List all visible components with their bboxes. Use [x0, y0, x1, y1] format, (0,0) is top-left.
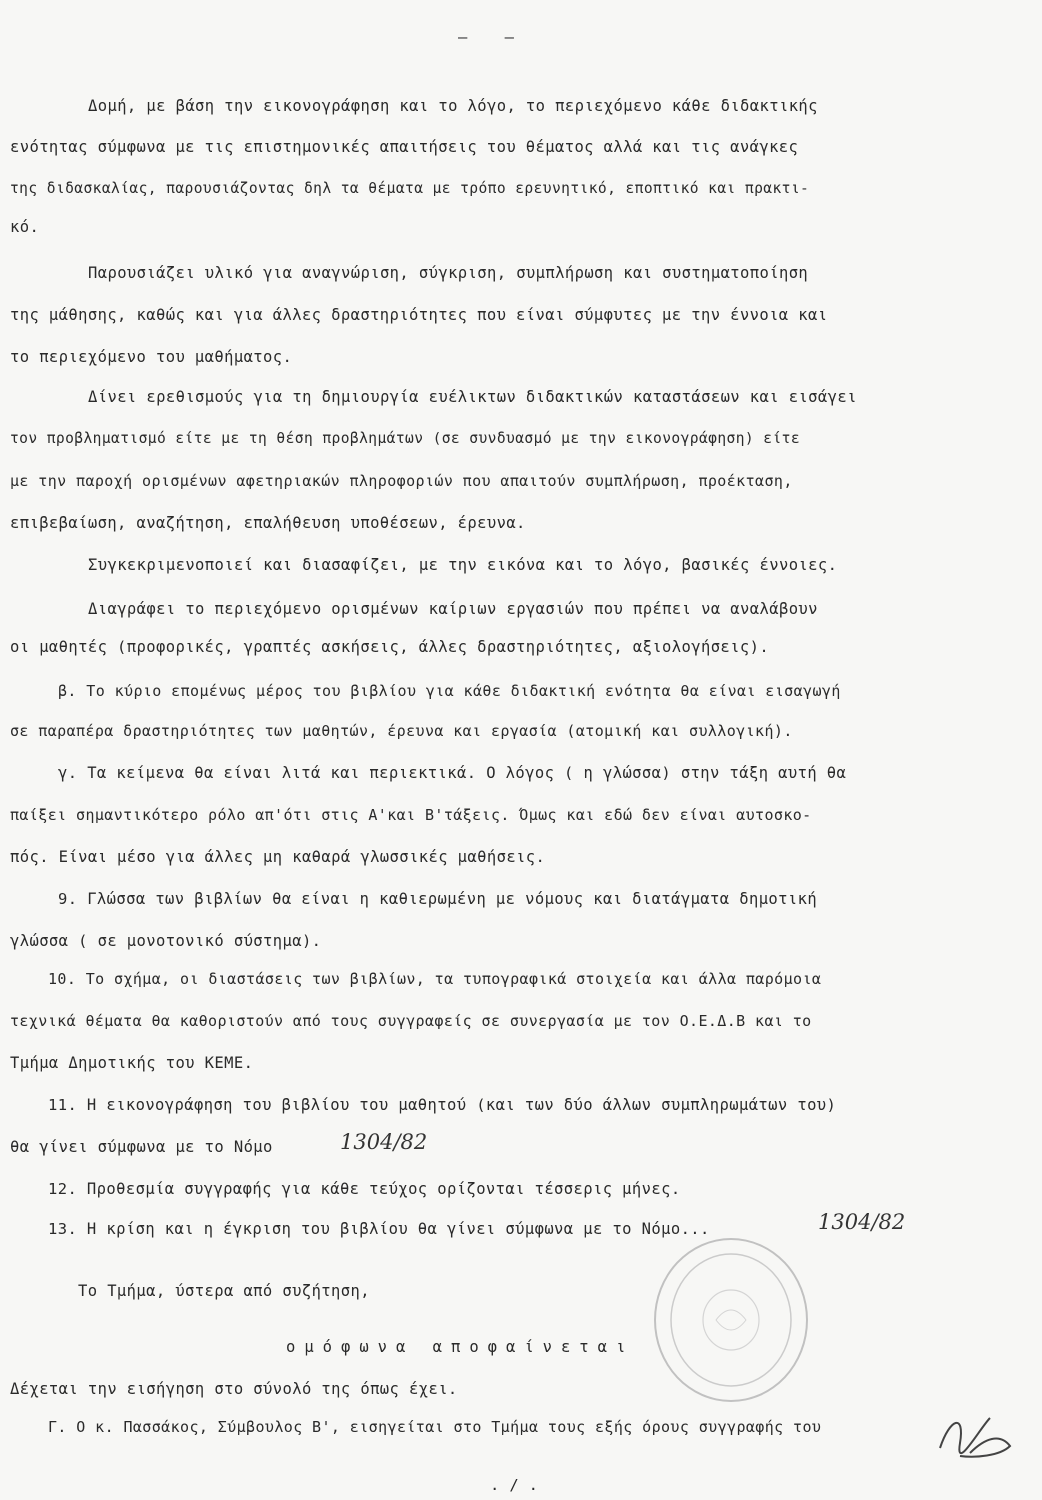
text-line: θα γίνει σύμφωνα με το Νόμο — [10, 1138, 273, 1156]
text-line: Δέχεται την εισήγηση στο σύνολό της όπως έχει. — [10, 1380, 458, 1398]
text-line: Δομή, με βάση την εικονογράφηση και το λόγο, το περιεχόμενο κάθε διδακτικής — [88, 97, 818, 115]
text-line: τον προβληματισμό είτε με τη θέση προβλημάτων (σε συνδυασμό με την εικονογράφηση) είτε — [10, 430, 801, 447]
text-line: Το Τμήμα, ύστερα από συζήτηση, — [78, 1282, 370, 1300]
text-line: 9. Γλώσσα των βιβλίων θα είναι η καθιερωμένη με νόμους και διατάγματα δημοτική — [58, 890, 818, 908]
decision-heading: ομόφωνα αποφαίνεται — [286, 1338, 635, 1356]
text-line: οι μαθητές (προφορικές, γραπτές ασκήσεις, άλλες δραστηριότητες, αξιολογήσεις). — [10, 638, 770, 656]
text-line: β. Το κύριο επομένως μέρος του βιβλίου για κάθε διδακτική ενότητα θα είναι εισαγωγή — [58, 682, 841, 700]
text-line: της μάθησης, καθώς και για άλλες δραστηριότητες που είναι σύμφυτες με την έννοια και — [10, 306, 828, 324]
text-line: το περιεχόμενο του μαθήματος. — [10, 348, 293, 366]
text-line: 10. Το σχήμα, οι διαστάσεις των βιβλίων, τα τυπογραφικά στοιχεία και άλλα παρόμοια — [48, 970, 822, 988]
official-seal-icon — [654, 1238, 808, 1402]
text-line: 11. Η εικονογράφηση του βιβλίου του μαθητού (και των δύο άλλων συμπληρωμάτων του) — [48, 1096, 837, 1114]
header-mark: – – — [458, 28, 528, 46]
handwritten-law-number: 1304/82 — [340, 1130, 428, 1154]
text-line: γλώσσα ( σε μονοτονικό σύστημα). — [10, 932, 322, 950]
text-line: γ. Τα κείμενα θα είναι λιτά και περιεκτικά. Ο λόγος ( η γλώσσα) στην τάξη αυτή θα — [58, 764, 847, 782]
text-line: Διαγράφει το περιεχόμενο ορισμένων καίριων εργασιών που πρέπει να αναλάβουν — [88, 600, 818, 618]
handwritten-law-number: 1304/82 — [818, 1210, 906, 1234]
page-number: ./. — [490, 1476, 548, 1494]
text-line: Δίνει ερεθισμούς για τη δημιουργία ευέλικτων διδακτικών καταστάσεων και εισάγει — [88, 388, 857, 406]
text-line: με την παροχή ορισμένων αφετηριακών πληροφοριών που απαιτούν συμπλήρωση, προέκταση, — [10, 472, 793, 490]
text-line: ενότητας σύμφωνα με τις επιστημονικές απαιτήσεις του θέματος αλλά και τις ανάγκες — [10, 138, 799, 156]
text-line: της διδασκαλίας, παρουσιάζοντας δηλ τα θέματα με τρόπο ερευνητικό, εποπτικό και πρακτι- — [10, 180, 810, 197]
text-line: σε παραπέρα δραστηριότητες των μαθητών, έρευνα και εργασία (ατομική και συλλογική). — [10, 722, 793, 740]
text-line: επιβεβαίωση, αναζήτηση, επαλήθευση υποθέσεων, έρευνα. — [10, 514, 526, 532]
text-line: πός. Είναι μέσο για άλλες μη καθαρά γλωσσικές μαθήσεις. — [10, 848, 546, 866]
text-line: κό. — [10, 218, 40, 236]
text-line: Παρουσιάζει υλικό για αναγνώριση, σύγκριση, συμπλήρωση και συστηματοποίηση — [88, 264, 809, 282]
text-line: Συγκεκριμενοποιεί και διασαφίζει, με την εικόνα και το λόγο, βασικές έννοιες. — [88, 556, 838, 574]
text-line: τεχνικά θέματα θα καθοριστούν από τους συγγραφείς σε συνεργασία με τον Ο.Ε.Δ.Β και το — [10, 1012, 812, 1030]
text-line: Γ. Ο κ. Πασσάκος, Σύμβουλος Β', εισηγείται στο Τμήμα τους εξής όρους συγγραφής του — [48, 1418, 822, 1436]
text-line: 12. Προθεσμία συγγραφής για κάθε τεύχος ορίζονται τέσσερις μήνες. — [48, 1180, 681, 1198]
signature-icon — [930, 1398, 1020, 1468]
text-line: παίξει σημαντικότερο ρόλο απ'ότι στις Α'και Β'τάξεις. Όμως και εδώ δεν είναι αυτοσκο- — [10, 806, 812, 824]
text-line: Τμήμα Δημοτικής του ΚΕΜΕ. — [10, 1054, 254, 1072]
text-line: 13. Η κρίση και η έγκριση του βιβλίου θα γίνει σύμφωνα με το Νόμο... — [48, 1220, 710, 1238]
